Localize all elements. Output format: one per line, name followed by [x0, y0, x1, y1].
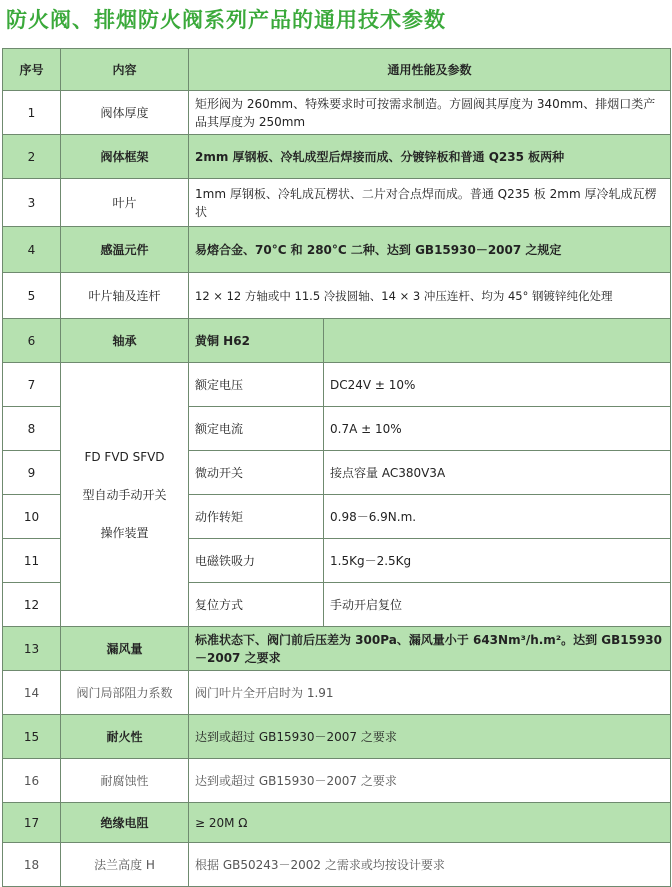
- table-row: [3, 135, 671, 179]
- row-desc: 标准状态下、阀门前后压差为 300Pa、漏风量小于 643Nm³/h.m²。达到 GB15930－2007 之要求: [189, 627, 671, 671]
- row-item: 阀体框架: [61, 135, 189, 179]
- device-group-line: FD FVD SFVD: [84, 449, 165, 464]
- spec-table: [2, 48, 671, 887]
- row-desc: 1mm 厚钢板、冷轧成瓦楞状、二片对合点焊而成。普通 Q235 板 2mm 厚冷轧成瓦楞状: [189, 179, 671, 227]
- param-name: 复位方式: [189, 583, 324, 627]
- row-desc: 2mm 厚钢板、冷轧成型后焊接而成、分镀锌板和普通 Q235 板两种: [189, 135, 671, 179]
- param-value: 0.7A ± 10%: [324, 407, 671, 451]
- device-group-cell: [61, 363, 189, 627]
- param-name: 电磁铁吸力: [189, 539, 324, 583]
- row-desc: 达到或超过 GB15930－2007 之要求: [189, 715, 671, 759]
- col-header-no: 序号: [3, 49, 61, 91]
- row-desc: 易熔合金、70°C 和 280°C 二种、达到 GB15930－2007 之规定: [189, 227, 671, 273]
- param-name: 额定电压: [189, 363, 324, 407]
- row-number: 9: [3, 451, 61, 495]
- row-number: 11: [3, 539, 61, 583]
- row-number: 12: [3, 583, 61, 627]
- param-name: 额定电流: [189, 407, 324, 451]
- param-value: 手动开启复位: [324, 583, 671, 627]
- param-name: 微动开关: [189, 451, 324, 495]
- param-value: 0.98－6.9N.m.: [324, 495, 671, 539]
- device-group-line: 型自动手动开关: [82, 487, 167, 502]
- row-number: 18: [3, 843, 61, 887]
- param-value: 接点容量 AC380V3A: [324, 451, 671, 495]
- table-row: [3, 803, 671, 843]
- table-row: [3, 319, 671, 363]
- col-header-desc: 通用性能及参数: [189, 49, 671, 91]
- row-desc: 达到或超过 GB15930－2007 之要求: [189, 759, 671, 803]
- table-row: [3, 843, 671, 887]
- table-row: [3, 273, 671, 319]
- row-number: 6: [3, 319, 61, 363]
- row-desc: 矩形阀为 260mm、特殊要求时可按需求制造。方圆阀其厚度为 340mm、排烟口类产品其厚度为 250mm: [189, 91, 671, 135]
- row-number: 2: [3, 135, 61, 179]
- page-title: 防火阀、排烟防火阀系列产品的通用技术参数: [6, 8, 446, 32]
- row-number: 3: [3, 179, 61, 227]
- device-group-line: 操作装置: [100, 525, 149, 540]
- row-number: 16: [3, 759, 61, 803]
- row-item: 法兰高度 H: [61, 843, 189, 887]
- table-row: [3, 363, 671, 407]
- row-item: 轴承: [61, 319, 189, 363]
- row-desc: 黄铜 H62: [189, 319, 324, 363]
- table-row: [3, 759, 671, 803]
- row-item: 阀体厚度: [61, 91, 189, 135]
- row-desc: 根据 GB50243－2002 之需求或均按设计要求: [189, 843, 671, 887]
- table-row: [3, 227, 671, 273]
- row-desc: 12 × 12 方轴或中 11.5 冷拔圆轴、14 × 3 冲压连杆、均为 45° 钢镀锌纯化处理: [189, 273, 671, 319]
- row-item: 耐火性: [61, 715, 189, 759]
- row-number: 15: [3, 715, 61, 759]
- row-item: 感温元件: [61, 227, 189, 273]
- row-number: 5: [3, 273, 61, 319]
- row-number: 10: [3, 495, 61, 539]
- table-row: [3, 671, 671, 715]
- row-number: 7: [3, 363, 61, 407]
- param-name: 动作转矩: [189, 495, 324, 539]
- table-row: [3, 179, 671, 227]
- row-desc: ≥ 20M Ω: [189, 803, 671, 843]
- row-number: 14: [3, 671, 61, 715]
- header-row: [3, 49, 671, 91]
- param-value: 1.5Kg－2.5Kg: [324, 539, 671, 583]
- row-number: 4: [3, 227, 61, 273]
- param-value: DC24V ± 10%: [324, 363, 671, 407]
- table-row: [3, 627, 671, 671]
- row-item: 漏风量: [61, 627, 189, 671]
- row-number: 1: [3, 91, 61, 135]
- row-number: 13: [3, 627, 61, 671]
- row-item: 叶片轴及连杆: [61, 273, 189, 319]
- col-header-item: 内容: [61, 49, 189, 91]
- table-row: [3, 715, 671, 759]
- row-item: 耐腐蚀性: [61, 759, 189, 803]
- row-number: 8: [3, 407, 61, 451]
- row-number: 17: [3, 803, 61, 843]
- row-item: 叶片: [61, 179, 189, 227]
- row-item: 绝缘电阻: [61, 803, 189, 843]
- row-item: 阀门局部阻力系数: [61, 671, 189, 715]
- row-desc: 阀门叶片全开启时为 1.91: [189, 671, 671, 715]
- table-row: [3, 91, 671, 135]
- row-empty-cell: [324, 319, 671, 363]
